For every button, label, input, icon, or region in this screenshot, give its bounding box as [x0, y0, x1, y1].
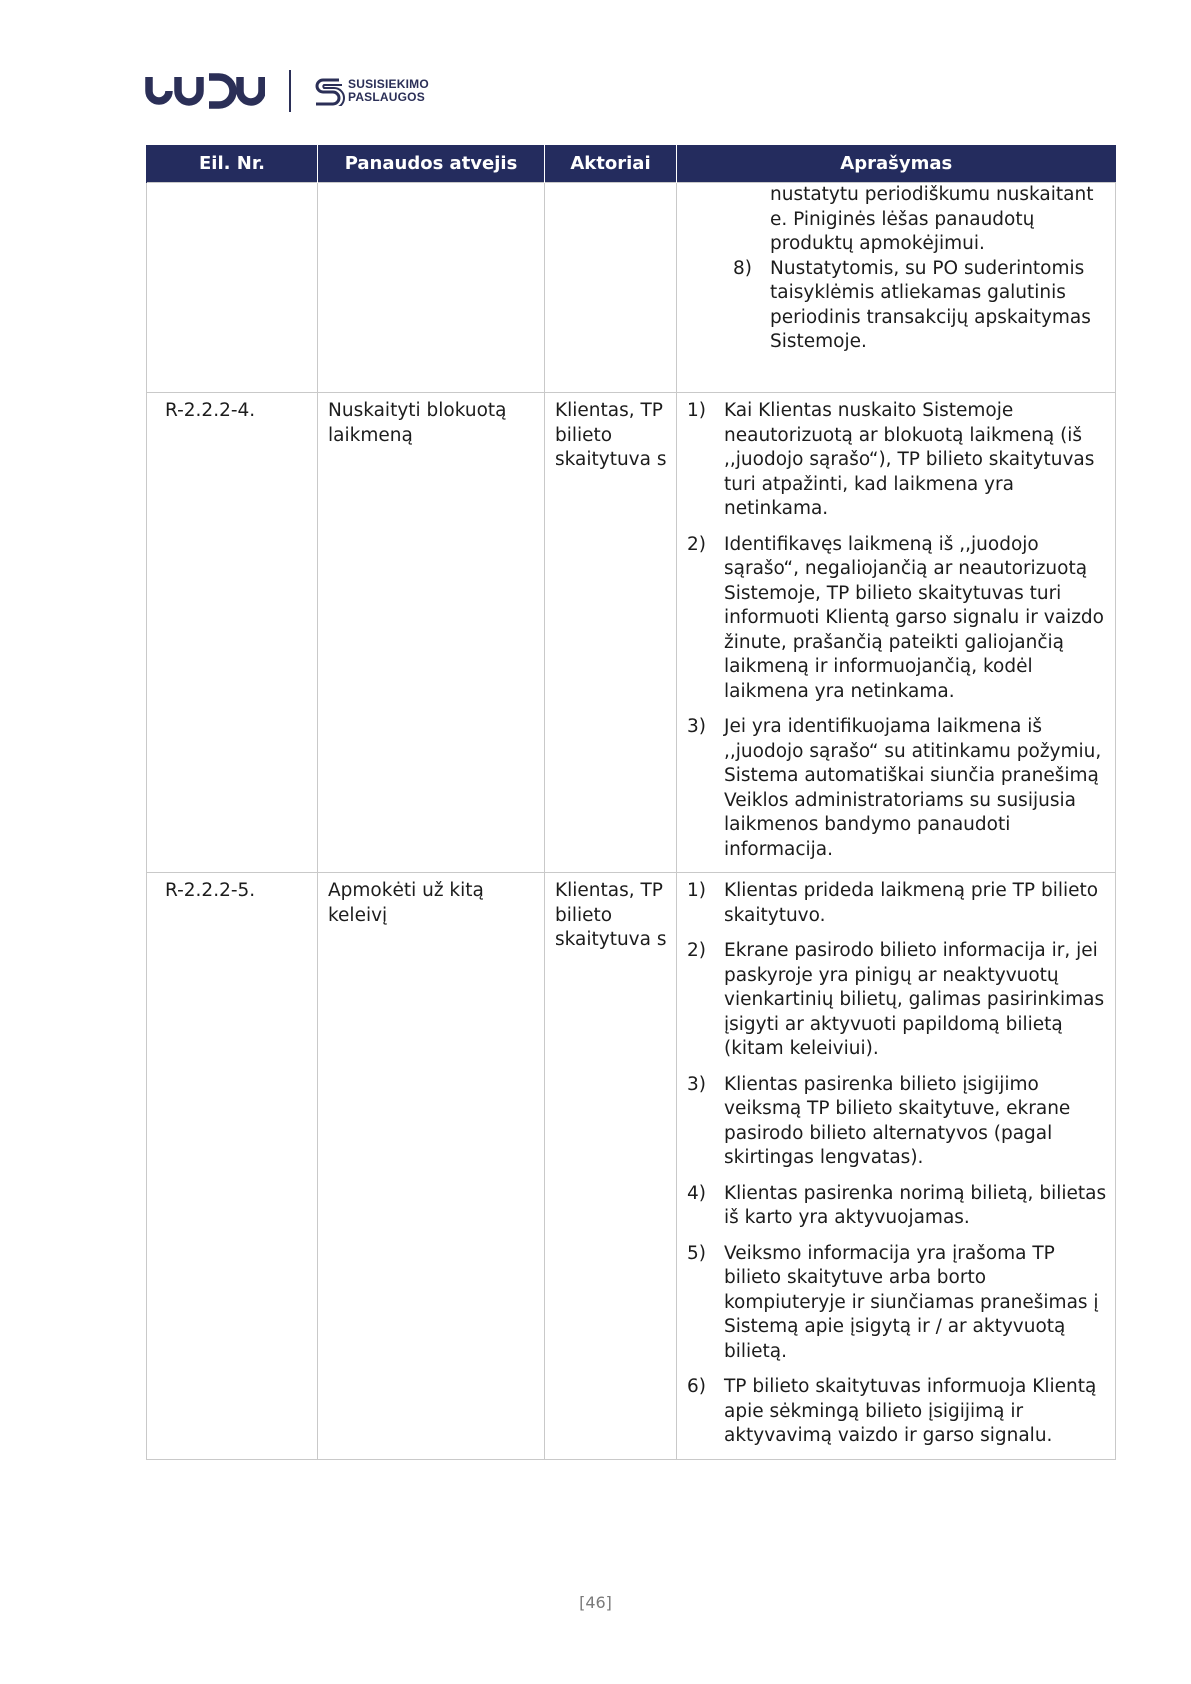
step-item [687, 1073, 1107, 1171]
step-number: 1) [687, 880, 706, 901]
cell-row-id: R-2.2.2-4. [147, 393, 318, 873]
step-text: Klientas pasirenka bilieto įsigijimo veiksmą TP bilieto skaitytuve, ekrane pasirodo bilieto alternatyvos (pagal skirtingas lengvatas). [724, 1073, 1071, 1168]
ss-logo-icon [313, 76, 345, 106]
continuation-text: nustatytu periodiškumu nuskaitant e. Piniginės lėšas panaudotų produktų apmokėjimui. [770, 184, 1094, 254]
cell-actors: Klientas, TP bilieto skaitytuva s [545, 393, 677, 873]
cell-continuation-description [677, 183, 1116, 393]
table-row [147, 873, 1116, 1460]
cell-empty [147, 183, 318, 393]
header-panaudos-atvejis: Panaudos atvejis [318, 145, 545, 183]
cell-description [677, 873, 1116, 1460]
step-number: 3) [687, 716, 706, 737]
judu-logo [143, 73, 265, 109]
step-item [687, 399, 1107, 522]
step-item [687, 1375, 1107, 1449]
step-number: 3) [687, 1073, 706, 1095]
cell-use-case: Nuskaityti blokuotą laikmeną [318, 393, 545, 873]
step-number: 1) [687, 400, 706, 421]
continuation-step [687, 257, 1107, 355]
step-text: Jei yra identifikuojama laikmena iš ,,juodojo sąrašo“ su atitinkamu požymiu, Sistema automatiškai siunčia pranešimą Veiklos administratoriams su susijusia laikmenos bandymo panaudoti informacija. [724, 716, 1102, 860]
step-item [687, 939, 1107, 1062]
step-text: Klientas prideda laikmeną prie TP bilieto skaitytuvo. [724, 880, 1099, 926]
logo-divider [289, 70, 291, 112]
step-number: 8) [733, 257, 752, 279]
step-number: 6) [687, 1376, 706, 1397]
step-number: 2) [687, 940, 706, 961]
step-item [687, 715, 1107, 862]
step-item [687, 533, 1107, 705]
page-number: [46] [579, 1593, 612, 1612]
header-aktoriai: Aktoriai [545, 145, 677, 183]
step-text: TP bilieto skaitytuvas informuoja Klientą apie sėkmingą bilieto įsigijimą ir aktyvavimą vaizdo ir garso signalu. [724, 1376, 1097, 1446]
step-item [687, 1182, 1107, 1231]
cell-use-case: Apmokėti už kitą keleivį [318, 873, 545, 1460]
cell-description [677, 393, 1116, 873]
cell-empty [545, 183, 677, 393]
step-number: 5) [687, 1242, 706, 1264]
table-header-row [147, 145, 1116, 183]
susisiekimo-paslaugos-logo [313, 76, 429, 106]
table-row [147, 393, 1116, 873]
step-item [687, 1242, 1107, 1365]
step-item [687, 879, 1107, 928]
header-aprasymas: Aprašymas [677, 145, 1116, 183]
step-text: Nustatytomis, su PO suderintomis taisyklėmis atliekamas galutinis periodinis transakcijų apskaitymas Sistemoje. [770, 257, 1091, 352]
steps-list [687, 879, 1107, 1449]
table-row-continuation [147, 183, 1116, 393]
steps-list [687, 399, 1107, 862]
use-case-table [146, 145, 1116, 1460]
step-text: Veiksmo informacija yra įrašoma TP bilieto skaitytuve arba borto kompiuteryje ir siunčiamas pranešimas į Sistemą apie įsigytą ir / ar aktyvuotą bilietą. [724, 1242, 1099, 1362]
step-number: 4) [687, 1182, 706, 1204]
logo-ss-line1: SUSISIEKIMO [348, 77, 429, 91]
step-text: Ekrane pasirodo bilieto informacija ir, jei paskyroje yra pinigų ar neaktyvuotų vienkartinių bilietų, galimas pasirinkimas įsigyti ar aktyvuoti papildomą bilietą (kitam keleiviui). [724, 940, 1105, 1059]
step-number: 2) [687, 533, 706, 555]
cell-row-id: R-2.2.2-5. [147, 873, 318, 1460]
cell-empty [318, 183, 545, 393]
step-text: Klientas pasirenka norimą bilietą, bilietas iš karto yra aktyvuojamas. [724, 1182, 1107, 1228]
step-text: Kai Klientas nuskaito Sistemoje neautorizuotą ar blokuotą laikmeną (iš ,,juodojo sąrašo“), TP bilieto skaitytuvas turi atpažinti, kad laikmena yra netinkama. [724, 400, 1095, 519]
header-eil-nr: Eil. Nr. [147, 145, 318, 183]
header-logos [143, 70, 429, 112]
logo-ss-line2: PASLAUGOS [348, 90, 425, 104]
cell-actors: Klientas, TP bilieto skaitytuva s [545, 873, 677, 1460]
step-text: Identifikavęs laikmeną iš ,,juodojo sąrašo“, negaliojančią ar neautorizuotą Sistemoje, TP bilieto skaitytuvas turi informuoti Klientą garso signalu ir vaizdo žinute, prašančią pateikti galiojančią laikmeną ir informuojančią, kodėl laikmena yra netinkama. [724, 533, 1104, 702]
